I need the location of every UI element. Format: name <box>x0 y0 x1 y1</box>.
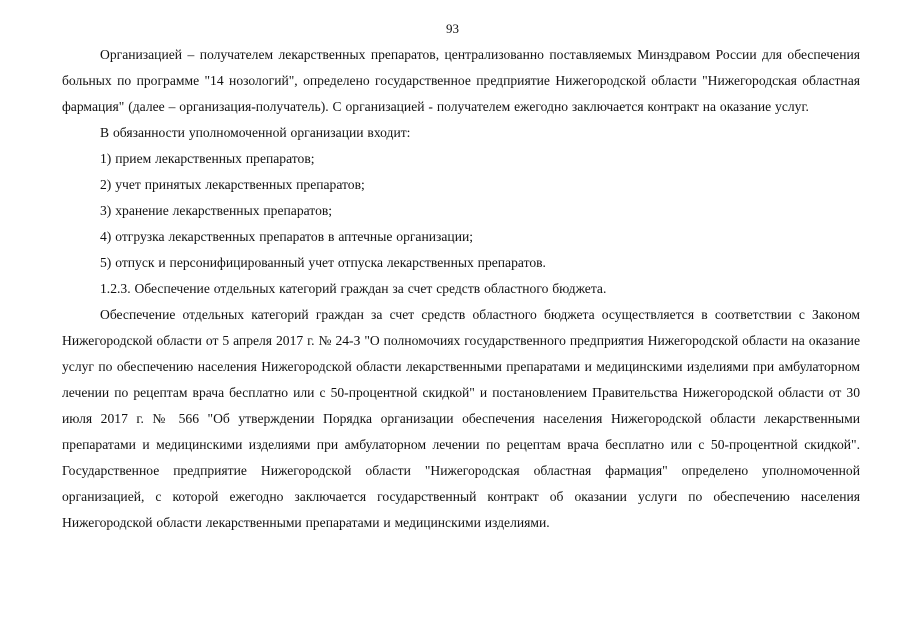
paragraph-regional-budget-provision: Обеспечение отдельных категорий граждан за счет средств областного бюджета осуществляется в соответствии с Законом Нижегородской области от 5 апреля 2017 г. № 24-З "О полномочиях государственного предприятия Нижегородской области на оказание услуг по обеспечению населения Нижегородской области лекарственными препаратами и медицинскими изделиями при амбулаторном лечении по рецептам врача бесплатно или с 50-процентной скидкой" и постановлением Правительства Нижегородской области от 30 июля 2017 г. № 566 "Об утверждении Порядка организации обеспечения населения Нижегородской области лекарственными препаратами и медицинскими изделиями при амбулаторном лечении по рецептам врача бесплатно или с 50-процентной скидкой". Государственное предприятие Нижегородской области "Нижегородская областная фармация" определено уполномоченной организацией, с которой ежегодно заключается государственный контракт об оказании услуги по обеспечению населения Нижегородской области лекарственными препаратами и медицинскими изделиями. <box>62 307 860 530</box>
list-item-dispensing: 5) отпуск и персонифицированный учет отпуска лекарственных препаратов. <box>100 255 546 270</box>
document-body <box>62 42 860 536</box>
list-item-shipment: 4) отгрузка лекарственных препаратов в аптечные организации; <box>100 229 474 244</box>
list-item-receipt: 1) прием лекарственных препаратов; <box>100 151 315 166</box>
page-number: 93 <box>446 21 459 36</box>
section-heading-1-2-3: 1.2.3. Обеспечение отдельных категорий граждан за счет средств областного бюджета. <box>100 281 607 296</box>
list-item-storage: 3) хранение лекарственных препаратов; <box>100 203 333 218</box>
paragraph-duties-intro: В обязанности уполномоченной организации входит: <box>100 125 411 140</box>
paragraph-recipient-organization: Организацией – получателем лекарственных препаратов, централизованно поставляемых Минздравом России для обеспечения больных по программе "14 нозологий", определено государственное предприятие Нижегородской области "Нижегородская областная фармация" (далее – организация-получатель). С организацией - получателем ежегодно заключается контракт на оказание услуг. <box>62 47 860 114</box>
list-item-accounting: 2) учет принятых лекарственных препаратов; <box>100 177 365 192</box>
